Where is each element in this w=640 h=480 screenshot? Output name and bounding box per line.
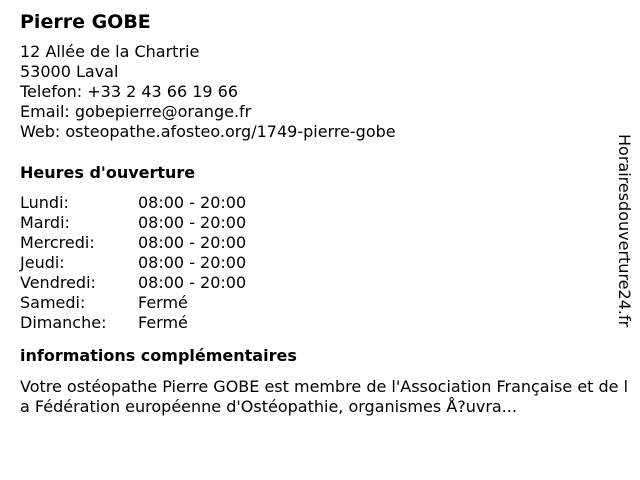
hours-row: [20, 273, 625, 293]
email-address: Email: gobepierre@orange.fr: [20, 102, 252, 121]
time-value: 08:00 - 20:00: [138, 253, 247, 272]
hours-heading: Heures d'ouverture: [20, 163, 196, 182]
phone-number: Telefon: +33 2 43 66 19 66: [20, 82, 239, 101]
hours-row: [20, 313, 625, 333]
info-description: Votre ostéopathe Pierre GOBE est membre de l'Association Française et de la Fédération européenne d'Ostéopathie, organismes Å?uvra...: [20, 377, 629, 416]
hours-row: [20, 213, 625, 233]
day-label: Vendredi:: [20, 273, 96, 292]
day-label: Samedi:: [20, 293, 86, 312]
day-label: Dimanche:: [20, 313, 107, 332]
time-value: 08:00 - 20:00: [138, 273, 247, 292]
time-value: 08:00 - 20:00: [138, 233, 247, 252]
hours-row: [20, 253, 625, 273]
time-value: 08:00 - 20:00: [138, 213, 247, 232]
day-label: Mardi:: [20, 213, 70, 232]
time-value: 08:00 - 20:00: [138, 193, 247, 212]
address-city: 53000 Laval: [20, 62, 119, 81]
business-name: Pierre GOBE: [20, 11, 151, 33]
time-value: Fermé: [138, 313, 188, 332]
info-heading: informations complémentaires: [20, 346, 297, 365]
day-label: Jeudi:: [20, 253, 65, 272]
hours-row: [20, 293, 625, 313]
day-label: Mercredi:: [20, 233, 95, 252]
day-label: Lundi:: [20, 193, 69, 212]
hours-row: [20, 193, 625, 213]
site-watermark: [612, 134, 636, 344]
contact-block: [20, 42, 625, 142]
hours-table: [20, 193, 625, 333]
time-value: Fermé: [138, 293, 188, 312]
address-street: 12 Allée de la Chartrie: [20, 42, 200, 61]
website-url: Web: osteopathe.afosteo.org/1749-pierre-gobe: [20, 122, 396, 141]
watermark-text: Horairesdouverture24.fr: [615, 134, 634, 328]
hours-row: [20, 233, 625, 253]
business-card: [20, 10, 629, 417]
